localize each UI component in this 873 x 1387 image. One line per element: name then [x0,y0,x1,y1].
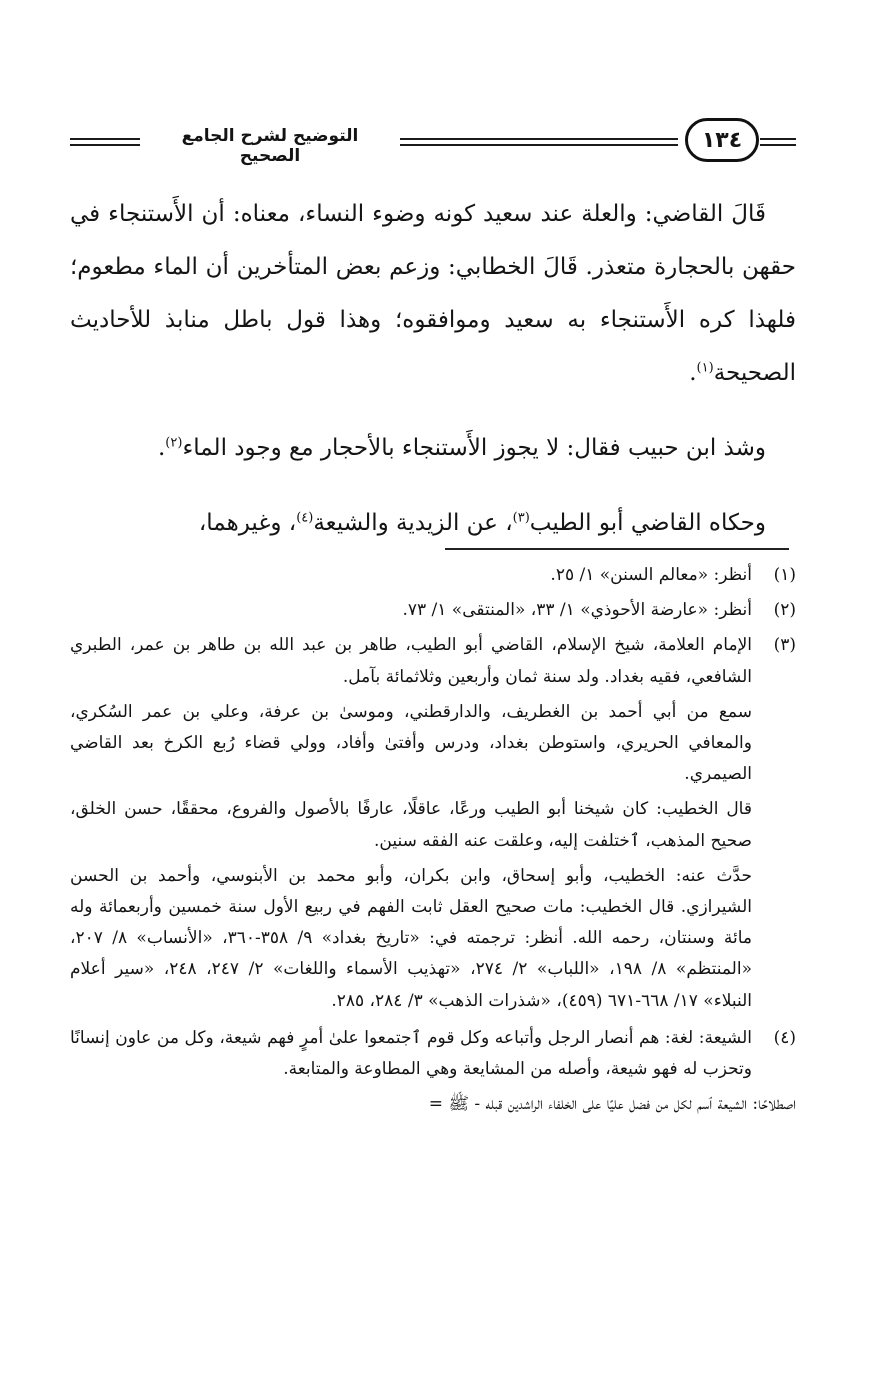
footnote-marker: (٢) [165,435,183,451]
paragraph-text: وشذ ابن حبيب فقال: لا يجوز الأَستنجاء بالأحجار مع وجود الماء [182,435,766,461]
footnote-1 [70,560,796,591]
footnote-marker: (٣) [512,510,530,526]
main-text [70,188,796,572]
paragraph-end: . [157,435,166,461]
footnote-text: الإمام العلامة، شيخ الإسلام، القاضي أبو الطيب، طاهر بن عبد الله بن طاهر بن عمر، الطبري الشافعي، فقيه بغداد. ولد سنة ثمان وأربعين وثلاثمائة بآمل. [70,635,752,687]
running-header [70,118,796,174]
page-number: ١٣٤ [685,118,759,162]
running-title: التوضيح لشرح الجامع الصحيح [181,126,359,166]
header-rule-middle [400,138,678,140]
footnote-4 [70,1023,796,1085]
footnote-number: (١) [773,565,796,585]
footnote-3-paragraph: قال الخطيب: كان شيخنا أبو الطيب ورعًا، عاقلًا، عارفًا بالأصول والفروع، محققًا، حسن الخلق، صحيح المذهب، ٱختلفت إليه، وعلقت عنه الفقه سنين. [70,799,752,851]
paragraph-end: . [689,360,697,386]
footnote-text: أنظر: «معالم السنن» ١/ ٢٥. [550,565,752,585]
main-paragraph [70,497,796,550]
footnote-number: (٣) [773,635,796,656]
footnote-2 [70,595,796,626]
paragraph-text: ، عن الزيدية والشيعة [313,510,513,536]
paragraph-text: ، وغيرهما، [198,510,297,536]
footnote-marker: (١) [696,360,714,376]
footnotes [70,560,796,1124]
footnote-3 [70,630,796,692]
main-paragraph [70,422,796,475]
paragraph-text: قَالَ القاضي: والعلة عند سعيد كونه وضوء النساء، معناه: أن الأَستنجاء في حقهن بالحجارة متعذر. قَالَ الخطابي: وزعم بعض المتأخرين أن الماء مطعوم؛ فلهذا كره الأَستنجاء به سعيد وموافقوه؛ وهذا قول باطل منابذ للأحاديث الصحيحة [70,201,796,386]
footnote-text: الشيعة: لغة: هم أنصار الرجل وأتباعه وكل قوم ٱجتمعوا علىٰ أمرٍ فهم شيعة، وكل من عاون إنسانًا وتحزب له فهو شيعة، وأصله من المشايعة وهي المطاوعة والمتابعة. [70,1027,752,1080]
footnote-text: أنظر: «عارضة الأحوذي» ١/ ٣٣، «المنتقى» ١/ ٧٣. [402,600,752,621]
footnote-3-paragraph: سمع من أبي أحمد بن الغطريف، والدارقطني، وموسىٰ بن عرفة، وعلي بن عمر السُكري، والمعافي الحريري، واستوطن بغداد، ودرس وأفتىٰ وأفاد، وولي قضاء رُبع الكرخ بعد القاضي الصيمري. [70,701,752,785]
header-rule-right [760,138,796,140]
footnote-number: (٢) [773,600,796,621]
footnote-marker: (٤) [296,510,314,526]
footnote-number: (٤) [773,1027,796,1048]
footnote-separator [445,548,789,550]
main-paragraph [70,188,796,400]
footnote-3-paragraph: حدَّث عنه: الخطيب، وأبو إسحاق، وابن بكران، وأبو محمد بن الأبنوسي، وأحمد بن الحسن الشيرازي. قال الخطيب: مات صحيح العقل ثابت الفهم في ربيع الأول سنة خمسين وأربعمائة وله مائة وسنتان، رحمه الله. أنظر: ترجمته في: «تاريخ بغداد» ٩/ ٣٥٨-٣٦٠، «الأنساب» ٨/ ٢٠٧، «المنتظم» ٨/ ١٩٨، «اللباب» ٢/ ٢٧٤، «تهذيب الأسماء واللغات» ٢/ ٢٤٧، ٢٤٨، «سير أعلام النبلاء» ١٧/ ٦٦٨-٦٧١ (٤٥٩)، «شذرات الذهب» ٣/ ٢٨٤، ٢٨٥. [70,865,752,1011]
paragraph-text: وحكاه القاضي أبو الطيب [529,510,766,536]
footnote-4-continuation: اصطلاحًا: الشيعة ٱسم لكل من فضل عليًا على الخلفاء الراشدين قبله - ﷺ = [428,1094,796,1115]
header-rule-left [70,138,140,140]
